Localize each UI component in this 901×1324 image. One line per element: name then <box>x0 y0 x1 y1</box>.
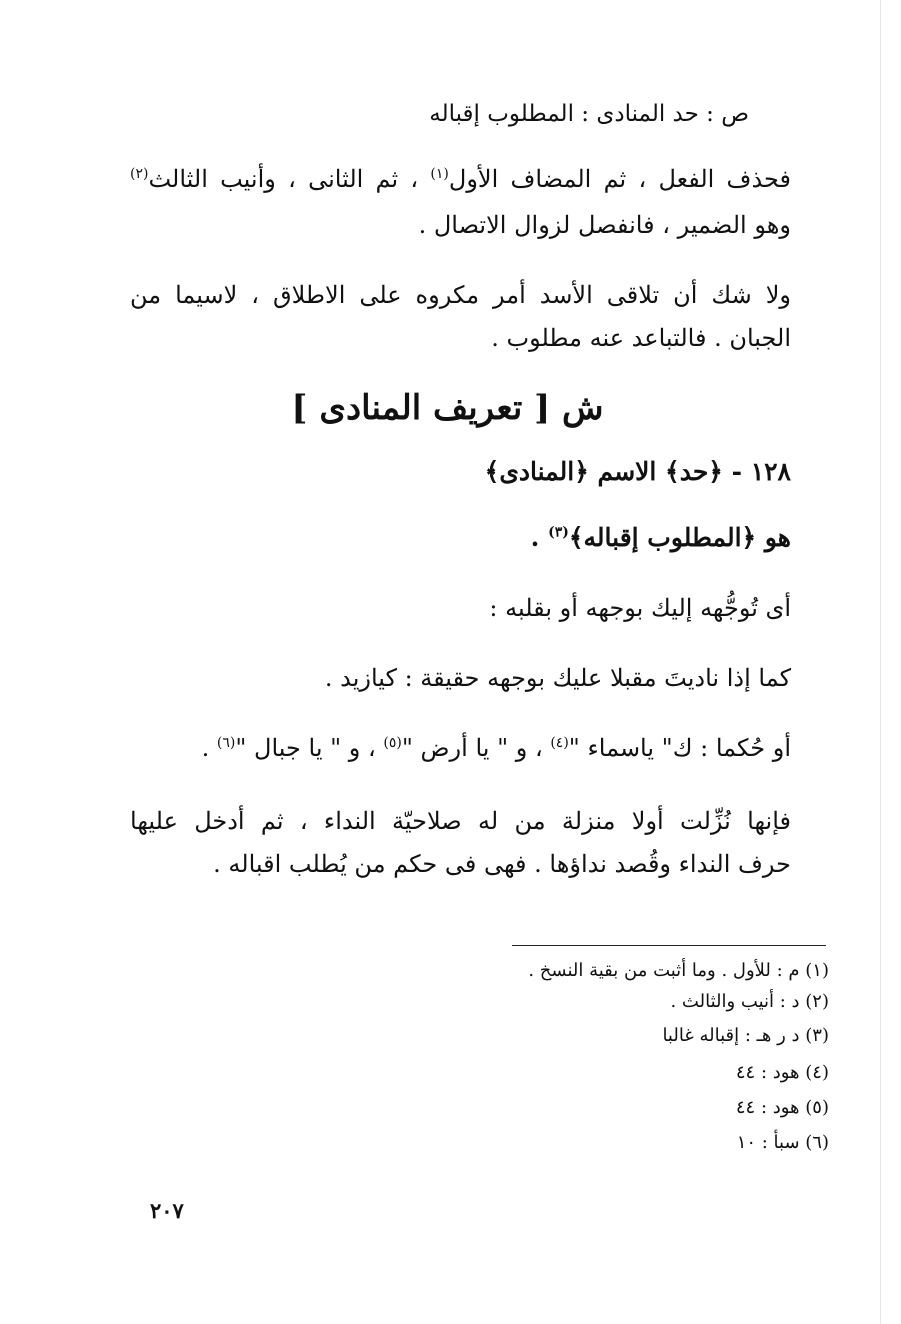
scan-edge-line <box>880 0 881 1324</box>
footnote-ref-1: (١) <box>430 166 449 182</box>
text-segment: فحذف الفعل ، ثم المضاف الأول <box>448 165 792 193</box>
paragraph-2-line-2: الجبان . فالتباعد عنه مطلوب . <box>491 324 791 352</box>
footnote-5: (٥) هود : ٤٤ <box>735 1097 829 1118</box>
footnote-ref-2: (٢) <box>130 166 149 182</box>
running-header: ص : حد المنادى : المطلوب إقباله <box>429 101 749 127</box>
footnote-ref-5: (٥) <box>383 735 402 751</box>
footnote-ref-4: (٤) <box>550 735 569 751</box>
footnote-1: (١) م : للأول . وما أثبت من بقية النسخ . <box>528 960 829 981</box>
definition-number-line: ١٢٨ - ﴿حد﴾ الاسم ﴿المنادى﴾ <box>484 457 791 486</box>
footnote-2: (٢) د : أنيب والثالث . <box>670 991 829 1012</box>
footnote-divider <box>512 945 826 946</box>
explanation-line-3 <box>202 732 791 764</box>
text-segment: . <box>530 523 549 552</box>
paragraph-3-line-2: حرف النداء وقُصد نداؤها . فهى فى حكم من يُطلب اقباله . <box>213 850 791 878</box>
footnote-6: (٦) سبأ : ١٠ <box>736 1132 829 1153</box>
explanation-line-2: كما إذا ناديتَ مقبلا عليك بوجهه حقيقة : كيازيد . <box>324 664 791 692</box>
definition-text: هو ﴿المطلوب إقباله﴾ <box>568 523 791 552</box>
footnote-ref-6: (٦) <box>216 735 236 751</box>
text-segment: ، و " يا جبال " <box>235 734 384 762</box>
paragraph-1-line-1 <box>130 163 791 195</box>
paragraph-3-line-1: فإنها نُزِّلت أولا منزلة من له صلاحيّة النداء ، ثم أدخل عليها <box>130 807 791 835</box>
footnote-4: (٤) هود : ٤٤ <box>735 1062 829 1083</box>
text-segment: ، و " يا أرض " <box>401 734 551 762</box>
text-segment: ، ثم الثانى ، وأنيب الثالث <box>148 165 431 193</box>
definition-line <box>531 522 791 554</box>
section-heading: ش [ تعريف المنادى ] <box>291 388 604 428</box>
footnote-ref-3: (٣) <box>548 524 569 541</box>
text-segment: . <box>201 734 217 762</box>
footnote-3: (٣) د ر هـ : إقباله غالبا <box>662 1025 829 1046</box>
paragraph-1-line-2: وهو الضمير ، فانفصل لزوال الاتصال . <box>418 211 791 239</box>
page-number: ٢٠٧ <box>150 1198 184 1223</box>
explanation-line-1: أى تُوجُّهه إليك بوجهه أو بقلبه : <box>489 594 791 622</box>
text-segment: أو حُكما : ك" ياسماء " <box>568 734 791 762</box>
paragraph-2-line-1: ولا شك أن تلاقى الأسد أمر مكروه على الاطلاق ، لاسيما من <box>130 281 791 309</box>
